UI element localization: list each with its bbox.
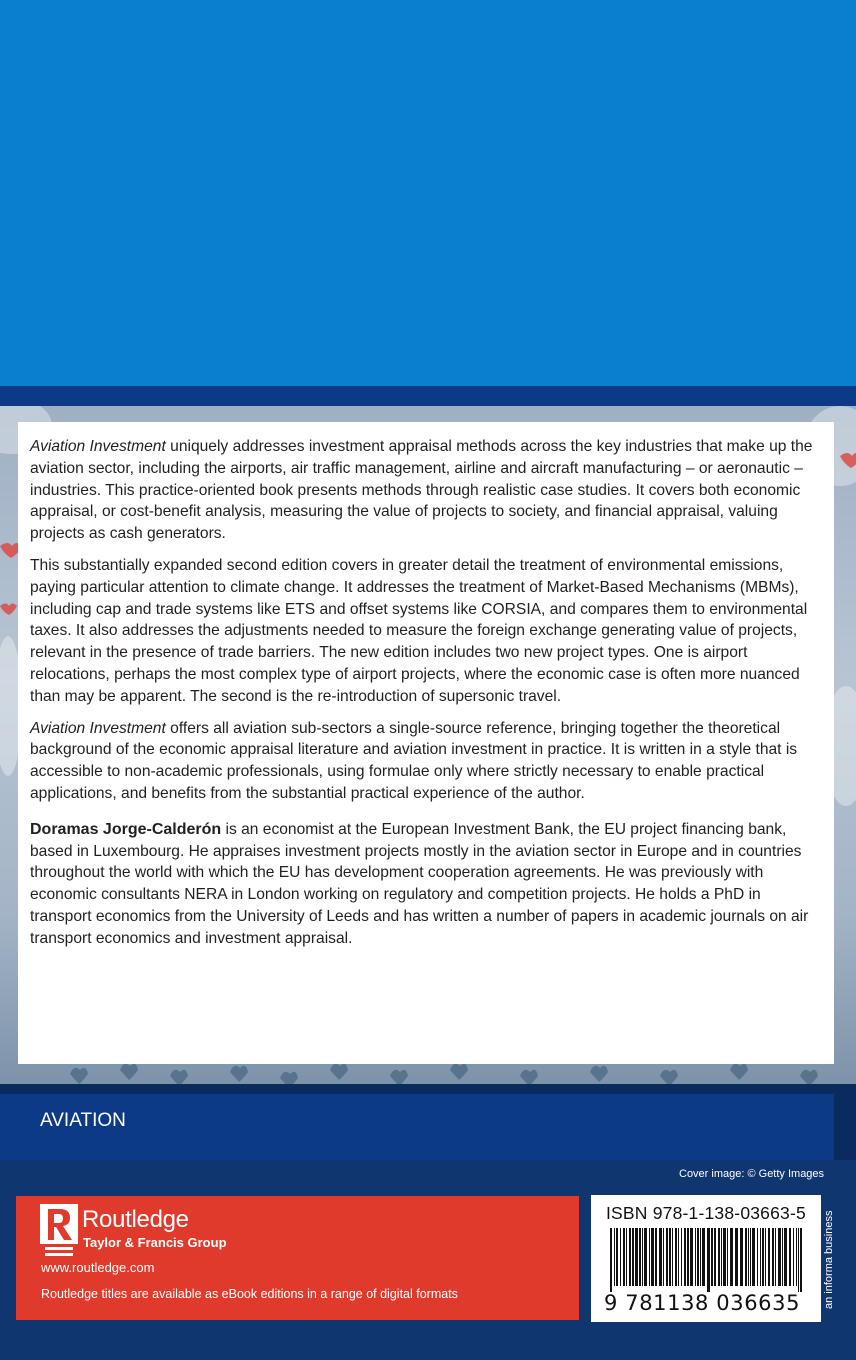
barcode-bar bbox=[702, 1228, 705, 1286]
publisher-url[interactable]: www.routledge.com bbox=[41, 1260, 155, 1275]
barcode-bar bbox=[707, 1228, 710, 1292]
barcode-bar bbox=[690, 1228, 693, 1286]
barcode-bar bbox=[750, 1228, 751, 1286]
blurb-paragraph-1-text: uniquely addresses investment appraisal methods across the key industries that make up the aviation sector, including the airports, air traffic management, airline and aircraft manufacturing – or aeronautic – industries. This practice-oriented book presents methods through realistic case studies. It covers both economic appraisal, or cost-benefit analysis, measuring the value of projects to society, and financial appraisal, valuing projects as cash generators. bbox=[30, 438, 813, 543]
barcode-bar bbox=[796, 1228, 797, 1286]
barcode-bar bbox=[623, 1228, 625, 1286]
barcode-bar bbox=[768, 1228, 770, 1286]
barcode-bar bbox=[681, 1228, 682, 1286]
barcode-bar bbox=[782, 1228, 783, 1286]
barcode-bar bbox=[748, 1228, 749, 1286]
barcode-bar bbox=[765, 1228, 766, 1286]
barcode-bar bbox=[632, 1228, 634, 1286]
barcode-bar bbox=[678, 1228, 679, 1286]
barcode-bar bbox=[745, 1228, 747, 1286]
barcode-digits: 9 781138 036635 bbox=[604, 1291, 801, 1315]
barcode-bar bbox=[775, 1228, 776, 1286]
blurb-paragraph-3-text: offers all aviation sub-sectors a single-source reference, bringing together the theoretical background of the economic appraisal literature and aviation investment in practice. It is written in a style that is accessible to non-academic professionals, using formulae only where strictly necessary to enable practical applications, and benefits from the substantial practical experience of the author. bbox=[30, 719, 798, 802]
barcode-bar bbox=[629, 1228, 631, 1286]
barcode-bar bbox=[635, 1228, 638, 1286]
barcode-bar bbox=[760, 1228, 761, 1286]
author-name: Doramas Jorge-Calderón bbox=[30, 820, 222, 838]
barcode-bar bbox=[620, 1228, 621, 1286]
cover-top-band bbox=[0, 0, 856, 386]
barcode-bar bbox=[721, 1228, 722, 1286]
barcode-bar bbox=[616, 1228, 618, 1286]
barcode-bar bbox=[684, 1228, 686, 1286]
book-title-reference: Aviation Investment bbox=[30, 438, 166, 455]
blurb-paragraph-1 bbox=[30, 436, 820, 545]
barcode-bar bbox=[735, 1228, 738, 1286]
barcode-bar bbox=[789, 1228, 791, 1286]
barcode-bar bbox=[778, 1228, 781, 1286]
barcode-bar bbox=[762, 1228, 764, 1286]
author-bio-text: is an economist at the European Investment Bank, the EU project financing bank, based in Luxembourg. He appraises investment projects mostly in the aviation sector in Europe and in countries throughout the world with which the EU has development cooperation agreements. He was previously with economic consultants NERA in London working on regulatory and competition projects. He holds a PhD in transport economics from the University of Leeds and has written a number of papers in academic journals on air transport economics and investment appraisal. bbox=[30, 820, 809, 947]
publisher-name: Routledge bbox=[82, 1206, 189, 1233]
barcode-bar bbox=[651, 1228, 654, 1286]
isbn-label: ISBN 978-1-138-03663-5 bbox=[606, 1203, 806, 1223]
barcode-bar bbox=[800, 1228, 802, 1292]
barcode-bar bbox=[672, 1228, 673, 1286]
barcode-bar bbox=[666, 1228, 668, 1286]
cover-image-credit: Cover image: © Getty Images bbox=[679, 1168, 825, 1180]
barcode-box bbox=[591, 1195, 821, 1322]
barcode-bar bbox=[639, 1228, 641, 1286]
barcode-bar bbox=[675, 1228, 677, 1286]
description-panel bbox=[18, 422, 834, 1064]
cover-dark-stripe bbox=[0, 386, 856, 406]
barcode-bar bbox=[793, 1228, 794, 1286]
barcode-bar bbox=[740, 1228, 743, 1286]
barcode-bar bbox=[757, 1228, 758, 1286]
barcode-bar bbox=[727, 1228, 728, 1286]
author-bio bbox=[30, 819, 820, 950]
subject-band bbox=[0, 1094, 834, 1160]
barcode-bar bbox=[644, 1228, 647, 1286]
ebook-note: Routledge titles are available as eBook editions in a range of digital formats bbox=[41, 1287, 458, 1301]
barcode-bar bbox=[772, 1228, 774, 1286]
barcode-bar bbox=[659, 1228, 662, 1286]
blurb-paragraph-2: This substantially expanded second edition covers in greater detail the treatment of environmental emissions, paying particular attention to climate change. It addresses the treatment of Market-Based Mechanisms (MBMs), including cap and trade systems like ETS and offset systems like CORSIA, and compares them to environmental taxes. It also addresses the adjustments needed to measure the foreign exchange generating value of projects, relevant in the presence of trade barriers. The new edition includes two new project types. One is airport relocations, perhaps the most complex type of airport projects, where the economic case is often more nuanced than may be apparent. The second is the re-introduction of supersonic travel. bbox=[30, 556, 808, 705]
publisher-group: Taylor & Francis Group bbox=[83, 1235, 227, 1250]
barcode-bar bbox=[752, 1228, 755, 1286]
barcode-bar bbox=[730, 1228, 733, 1286]
barcode-bar bbox=[695, 1228, 696, 1286]
barcode-icon bbox=[606, 1228, 806, 1292]
barcode-bar bbox=[663, 1228, 664, 1286]
barcode-bar bbox=[626, 1228, 627, 1286]
barcode-bar bbox=[711, 1228, 713, 1286]
barcode-bar bbox=[723, 1228, 726, 1286]
barcode-bar bbox=[784, 1228, 787, 1286]
informa-business-label: an informa business bbox=[823, 1210, 835, 1309]
barcode-bar bbox=[714, 1228, 716, 1286]
barcode-bar bbox=[669, 1228, 671, 1286]
barcode-bar bbox=[614, 1228, 615, 1286]
barcode-bar bbox=[697, 1228, 699, 1286]
subject-label: AVIATION bbox=[40, 1110, 126, 1131]
barcode-bar bbox=[649, 1228, 650, 1286]
barcode-bar bbox=[798, 1228, 799, 1292]
barcode-bar bbox=[687, 1228, 689, 1286]
barcode-bar bbox=[642, 1228, 643, 1286]
barcode-bar bbox=[655, 1228, 657, 1286]
routledge-logo-icon bbox=[40, 1204, 78, 1258]
publisher-box bbox=[16, 1196, 579, 1320]
barcode-bar bbox=[700, 1228, 701, 1286]
blurb-paragraph-3 bbox=[30, 718, 820, 805]
barcode-bar bbox=[610, 1228, 612, 1292]
barcode-bar bbox=[718, 1228, 720, 1286]
book-title-reference: Aviation Investment bbox=[30, 719, 166, 737]
